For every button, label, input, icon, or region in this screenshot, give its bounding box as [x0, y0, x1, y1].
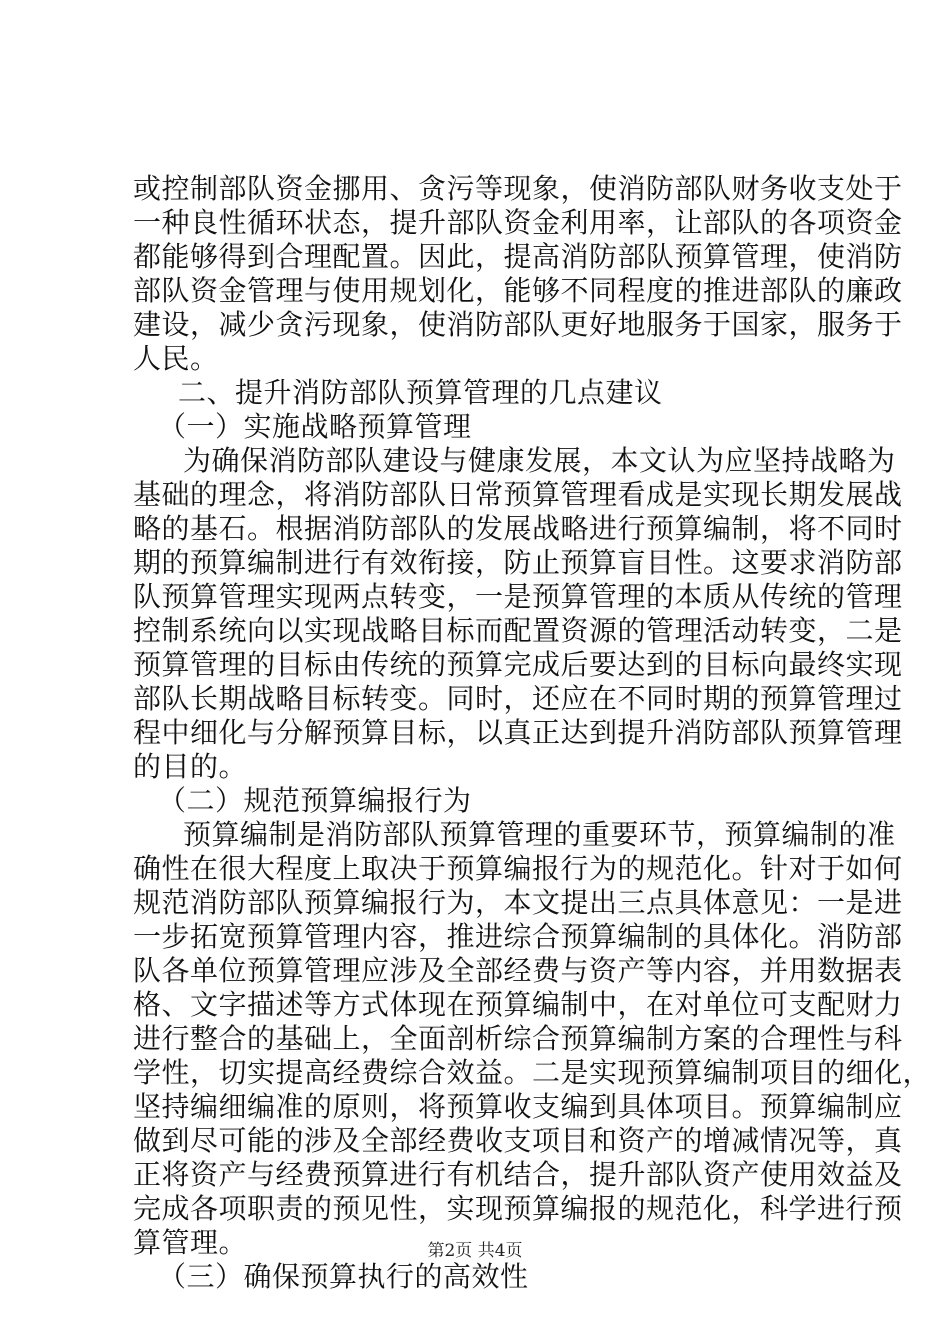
subsection-heading: （二）规范预算编报行为 [158, 784, 472, 817]
text-line: 格、文字描述等方式体现在预算编制中，在对单位可支配财力 [133, 988, 903, 1021]
text-line: 正将资产与经费预算进行有机结合，提升部队资产使用效益及 [133, 1158, 903, 1191]
text-line: 控制系统向以实现战略目标而配置资源的管理活动转变，二是 [133, 614, 903, 647]
text-line: 完成各项职责的预见性，实现预算编报的规范化，科学进行预 [133, 1192, 903, 1225]
text-line: 预算编制是消防部队预算管理的重要环节，预算编制的准 [183, 818, 896, 851]
text-line: 略的基石。根据消防部队的发展战略进行预算编制，将不同时 [133, 512, 903, 545]
text-line: 确性在很大程度上取决于预算编报行为的规范化。针对于如何 [133, 852, 903, 885]
text-line: 基础的理念，将消防部队日常预算管理看成是实现长期发展战 [133, 478, 903, 511]
text-line: 为确保消防部队建设与健康发展，本文认为应坚持战略为 [183, 444, 896, 477]
text-line: 算管理。 [133, 1226, 248, 1259]
text-line: 进行整合的基础上，全面剖析综合预算编制方案的合理性与科 [133, 1022, 903, 1055]
text-line: 一种良性循环状态，提升部队资金利用率，让部队的各项资金 [133, 206, 903, 239]
text-line: 都能够得到合理配置。因此，提高消防部队预算管理，使消防 [133, 240, 903, 273]
text-line: 学性，切实提高经费综合效益。二是实现预算编制项目的细化， [133, 1056, 932, 1089]
text-line: 的目的。 [133, 750, 248, 783]
subsection-heading: （三）确保预算执行的高效性 [158, 1260, 529, 1293]
section-heading: 二、提升消防部队预算管理的几点建议 [178, 376, 663, 409]
text-line: 队各单位预算管理应涉及全部经费与资产等内容，并用数据表 [133, 954, 903, 987]
text-line: 规范消防部队预算编报行为，本文提出三点具体意见：一是进 [133, 886, 903, 919]
text-line: 程中细化与分解预算目标，以真正达到提升消防部队预算管理 [133, 716, 903, 749]
text-line: 坚持编细编准的原则，将预算收支编到具体项目。预算编制应 [133, 1090, 903, 1123]
text-line: 期的预算编制进行有效衔接，防止预算盲目性。这要求消防部 [133, 546, 903, 579]
text-line: 预算管理的目标由传统的预算完成后要达到的目标向最终实现 [133, 648, 903, 681]
subsection-heading: （一）实施战略预算管理 [158, 410, 472, 443]
page-footer: 第2页 共4页 [427, 1241, 523, 1261]
text-line: 做到尽可能的涉及全部经费收支项目和资产的增减情况等，真 [133, 1124, 903, 1157]
text-line: 队预算管理实现两点转变，一是预算管理的本质从传统的管理 [133, 580, 903, 613]
text-line: 建设，减少贪污现象，使消防部队更好地服务于国家，服务于 [133, 308, 903, 341]
text-line: 部队资金管理与使用规划化，能够不同程度的推进部队的廉政 [133, 274, 903, 307]
text-line: 部队长期战略目标转变。同时，还应在不同时期的预算管理过 [133, 682, 903, 715]
text-line: 或控制部队资金挪用、贪污等现象，使消防部队财务收支处于 [133, 172, 903, 205]
text-line: 一步拓宽预算管理内容，推进综合预算编制的具体化。消防部 [133, 920, 903, 953]
text-line: 人民。 [133, 342, 219, 375]
